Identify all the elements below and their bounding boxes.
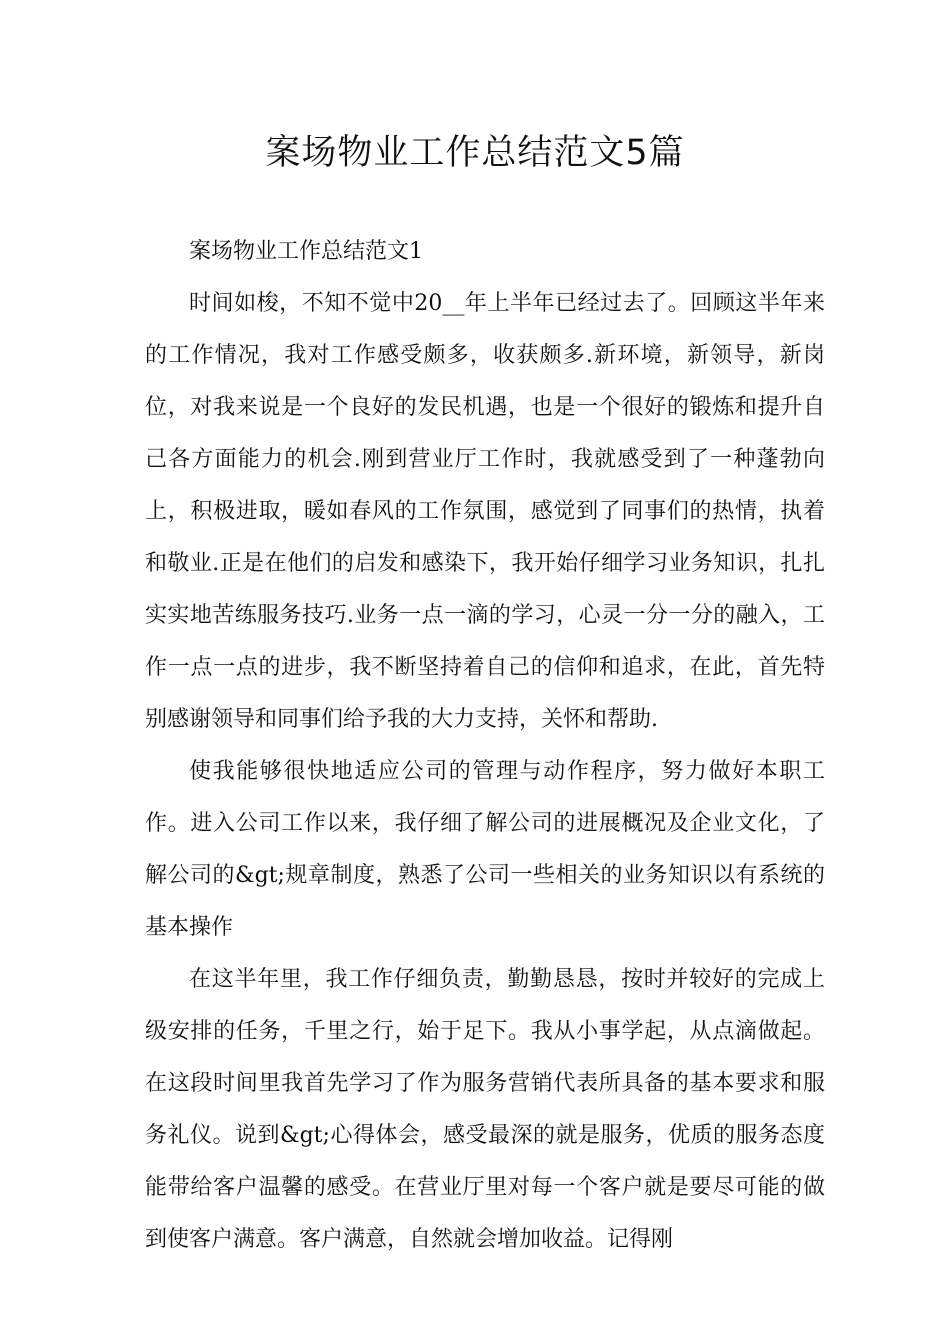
document-body [145, 226, 825, 1266]
paragraph-3: 在这半年里，我工作仔细负责，勤勤恳恳，按时并较好的完成上级安排的任务，千里之行，始于足下。我从小事学起，从点滴做起。在这段时间里我首先学习了作为服务营销代表所具备的基本要求和服务礼仪。说到&gt;心得体会，感受最深的就是服务，优质的服务态度能带给客户温馨的感受。在营业厅里对每一个客户就是要尽可能的做到使客户满意。客户满意，自然就会增加收益。记得刚 [145, 967, 825, 1252]
section-subheading: 案场物业工作总结范文1 [189, 239, 423, 264]
paragraph-1: 时间如梭，不知不觉中20__年上半年已经过去了。回顾这半年来的工作情况，我对工作感受颇多，收获颇多.新环境，新领导，新岗位，对我来说是一个良好的发民机遇，也是一个很好的锻炼和提升自己各方面能力的机会.刚到营业厅工作时，我就感受到了一种蓬勃向上，积极进取，暖如春风的工作氛围，感觉到了同事们的热情，执着和敬业.正是在他们的启发和感染下，我开始仔细学习业务知识，扎扎实实地苦练服务技巧.业务一点一滴的学习，心灵一分一分的融入，工作一点一点的进步，我不断坚持着自己的信仰和追求，在此，首先特别感谢领导和同事们给予我的大力支持，关怀和帮助. [145, 291, 825, 732]
paragraph-2: 使我能够很快地适应公司的管理与动作程序，努力做好本职工作。进入公司工作以来，我仔细了解公司的进展概况及企业文化，了解公司的&gt;规章制度，熟悉了公司一些相关的业务知识以有系统的基本操作 [145, 759, 825, 940]
document-title: 案场物业工作总结范文5篇 [265, 133, 685, 173]
